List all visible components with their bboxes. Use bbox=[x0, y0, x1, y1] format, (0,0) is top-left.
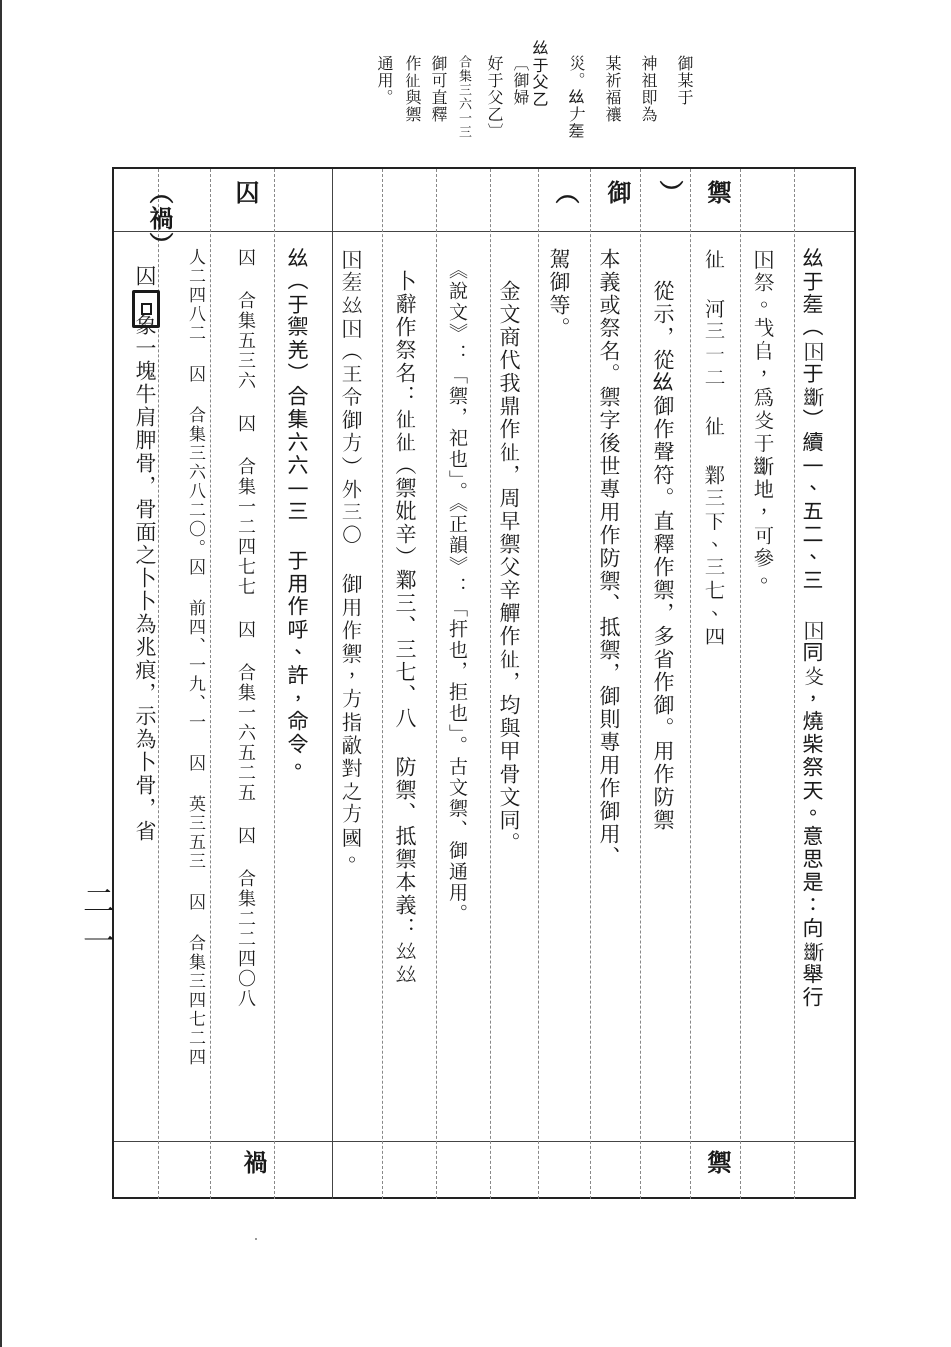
entry-col-11: 𢆶（于禦羌）合集六六一三 于用作呼、許，命令。 bbox=[286, 248, 310, 780]
entry-col-8: 《說文》：「禦，祀也」。《正韻》：「扞也，拒也」。古文禦、御通用。 bbox=[446, 260, 468, 925]
heading-variant: 御 bbox=[603, 180, 632, 206]
entry-col-1: 𢆶于𢀡（𡆥于𣃔）續一、五二、三 𡆥同𤆌，燒柴祭天。意思是：向𣃔舉行 bbox=[801, 248, 825, 1010]
page-number: 二一 bbox=[78, 884, 116, 964]
huo-col-3: 囚 象一塊牛肩胛骨，骨面之卜卜為兆痕，示為卜骨，省 bbox=[133, 265, 157, 843]
heading-paren-open: （ bbox=[551, 180, 580, 206]
column-guide bbox=[640, 169, 641, 1199]
top-note-col-5: 𢆶于父乙 bbox=[531, 40, 550, 108]
oracle-bone-glyph-icon bbox=[132, 290, 160, 328]
column-guide bbox=[590, 169, 591, 1199]
top-note-col-1: 御某于 bbox=[675, 55, 694, 106]
entry-col-9: 卜辭作祭名：𢓊𢓊（禦妣辛）鄴三、三七、八 防禦、抵禦本義：𢆶𢆶 bbox=[393, 270, 417, 986]
huo-col-2: 人二四八二 囚 合集三六八二〇。囚 前四、一九、一 囚 英三五三 囚 合集三四七二四 bbox=[185, 248, 205, 1067]
section-divider bbox=[332, 169, 333, 1199]
entry-col-2: 𡆥祭。𢦏𠂤，為𤆌于𣃔地，可參。 bbox=[751, 248, 775, 593]
entry-col-5: 本義或祭名。禦字後世專用作防禦、抵禦，御則專用作御用、 bbox=[597, 248, 621, 869]
heading-paren-close: ） bbox=[655, 180, 684, 206]
entry-col-4: 從示，從𢆶御作聲符。直釋作禦，多省作御。用作防禦 bbox=[651, 280, 675, 832]
column-guide bbox=[274, 169, 275, 1199]
entry-heading-huo: （禍） bbox=[145, 180, 174, 258]
column-guide bbox=[210, 169, 211, 1199]
entry-col-10: 𡆥𢀡𢆶𡆥（王令御方）外三〇 御用作禦，方指敵對之方國。 bbox=[339, 248, 363, 872]
huo-col-1: 囚 合集五三六 囚 合集一二四七七 囚 合集一六五二五 囚 合集二二四〇八 bbox=[235, 248, 256, 1009]
footer-char-yu: 禦 bbox=[703, 1150, 732, 1176]
footer-top-rule bbox=[114, 1141, 854, 1142]
heading-glyph-huo: 囚 bbox=[231, 180, 260, 206]
column-guide bbox=[538, 169, 539, 1199]
top-note-col-8: 合集三六一三 bbox=[456, 55, 471, 139]
column-guide bbox=[794, 169, 795, 1199]
footer-char-huo: 禍 bbox=[239, 1150, 268, 1176]
header-bottom-rule bbox=[114, 231, 854, 232]
column-guide bbox=[382, 169, 383, 1199]
top-note-col-7: 好于父乙〕 bbox=[485, 55, 504, 140]
page-left-edge bbox=[0, 0, 2, 1347]
entry-col-6: 駕御等。 bbox=[547, 248, 571, 340]
top-note-col-6: 〔御婦 bbox=[511, 55, 530, 106]
column-guide bbox=[690, 169, 691, 1199]
top-note-col-3: 某祈福禳 bbox=[603, 55, 622, 123]
dictionary-frame bbox=[112, 167, 856, 1199]
top-note-col-11: 通用。 bbox=[375, 55, 394, 106]
entry-col-7: 金文商代我鼎作𢓊，周早禦父辛觶作𢓊，均與甲骨文同。 bbox=[497, 280, 521, 855]
entry-col-3: 𢓊 河三一二 𢓊 鄴三下、三七、四 bbox=[702, 248, 726, 648]
top-note-col-10: 作𢓊與禦 bbox=[403, 55, 422, 123]
scan-speck bbox=[255, 1238, 257, 1240]
column-guide bbox=[490, 169, 491, 1199]
column-guide bbox=[436, 169, 437, 1199]
top-note-col-2: 神祖即為 bbox=[639, 55, 658, 123]
column-guide bbox=[740, 169, 741, 1199]
top-note-col-4: 災。𢆶𠂇𢀡 bbox=[567, 55, 586, 140]
top-note-col-9: 御可直釋 bbox=[429, 55, 448, 123]
entry-heading: 禦 bbox=[703, 180, 732, 206]
